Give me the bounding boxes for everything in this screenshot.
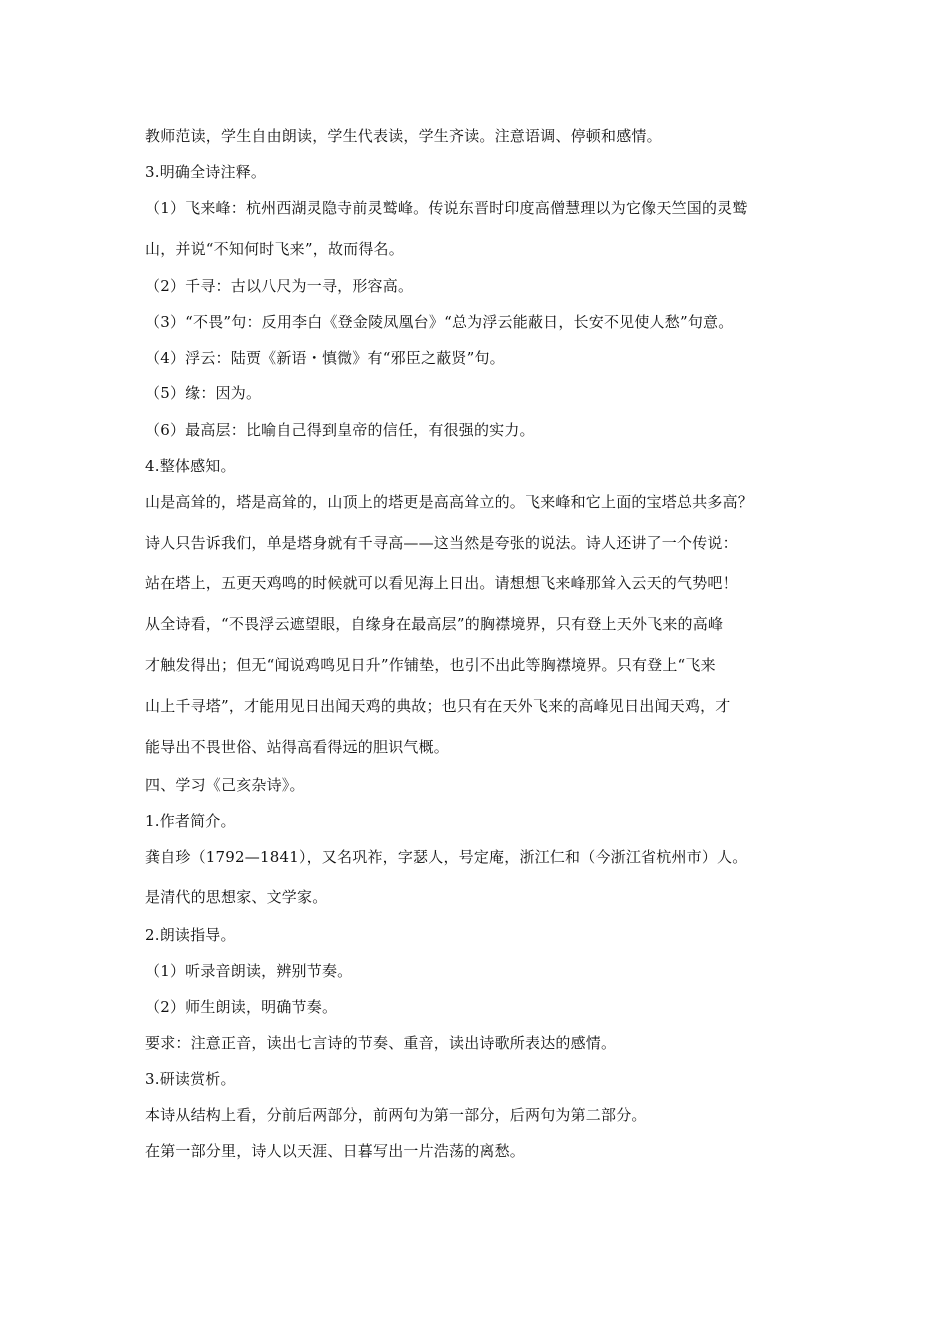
section-heading: 3.明确全诗注释。 — [145, 163, 267, 181]
paragraph-line: 站在塔上，五更天鸡鸣的时候就可以看见海上日出。请想想飞来峰那耸入云天的气势吧！ — [145, 574, 738, 592]
note-item: （3）“不畏”句：反用李白《登金陵凤凰台》“总为浮云能蔽日，长安不见使人愁”句意。 — [145, 313, 734, 331]
paragraph-line: 从全诗看，“不畏浮云遮望眼，自缘身在最高层”的胸襟境界，只有登上天外飞来的高峰 — [145, 615, 724, 633]
section-heading: 3.研读赏析。 — [145, 1070, 236, 1088]
paragraph-line: 在第一部分里，诗人以天涯、日暮写出一片浩荡的离愁。 — [145, 1142, 526, 1160]
note-item: （1）飞来峰：杭州西湖灵隐寺前灵鹫峰。传说东晋时印度高僧慧理以为它像天竺国的灵鹫 — [145, 199, 748, 217]
paragraph-line: 山上千寻塔”，才能用见日出闻天鸡的典故；也只有在天外飞来的高峰见日出闻天鸡，才 — [145, 697, 731, 715]
note-item-continuation: 山，并说“不知何时飞来”，故而得名。 — [145, 240, 404, 258]
section-heading: 2.朗读指导。 — [145, 926, 236, 944]
paragraph-line: 本诗从结构上看，分前后两部分，前两句为第一部分，后两句为第二部分。 — [145, 1106, 647, 1124]
note-item: （2）千寻：古以八尺为一寻，形容高。 — [145, 277, 414, 295]
section-heading: 1.作者简介。 — [145, 812, 236, 830]
note-item: （4）浮云：陆贾《新语・慎微》有“邪臣之蔽贤”句。 — [145, 349, 505, 367]
section-heading: 4.整体感知。 — [145, 457, 236, 475]
paragraph-line: 诗人只告诉我们，单是塔身就有千寻高——这当然是夸张的说法。诗人还讲了一个传说： — [145, 534, 738, 552]
paragraph-line: 山是高耸的，塔是高耸的，山顶上的塔更是高高耸立的。飞来峰和它上面的宝塔总共多高？ — [145, 493, 754, 511]
paragraph-line: 是清代的思想家、文学家。 — [145, 888, 328, 906]
list-item: （1）听录音朗读，辨别节奏。 — [145, 962, 353, 980]
paragraph-line: 才触发得出；但无“闻说鸡鸣见日升”作铺垫，也引不出此等胸襟境界。只有登上“飞来 — [145, 656, 716, 674]
note-item: （6）最高层：比喻自己得到皇帝的信任，有很强的实力。 — [145, 421, 535, 439]
paragraph-line: 教师范读，学生自由朗读，学生代表读，学生齐读。注意语调、停顿和感情。 — [145, 127, 662, 145]
paragraph-line: 能导出不畏世俗、站得高看得远的胆识气概。 — [145, 738, 450, 756]
list-item: （2）师生朗读，明确节奏。 — [145, 998, 338, 1016]
section-heading: 四、学习《己亥杂诗》。 — [145, 776, 305, 794]
note-item: （5）缘：因为。 — [145, 384, 262, 402]
paragraph-line: 龚自珍（1792—1841），又名巩祚，字瑟人，号定庵，浙江仁和（今浙江省杭州市）人。 — [145, 848, 748, 866]
paragraph-line: 要求：注意正音，读出七言诗的节奏、重音，读出诗歌所表达的感情。 — [145, 1034, 617, 1052]
